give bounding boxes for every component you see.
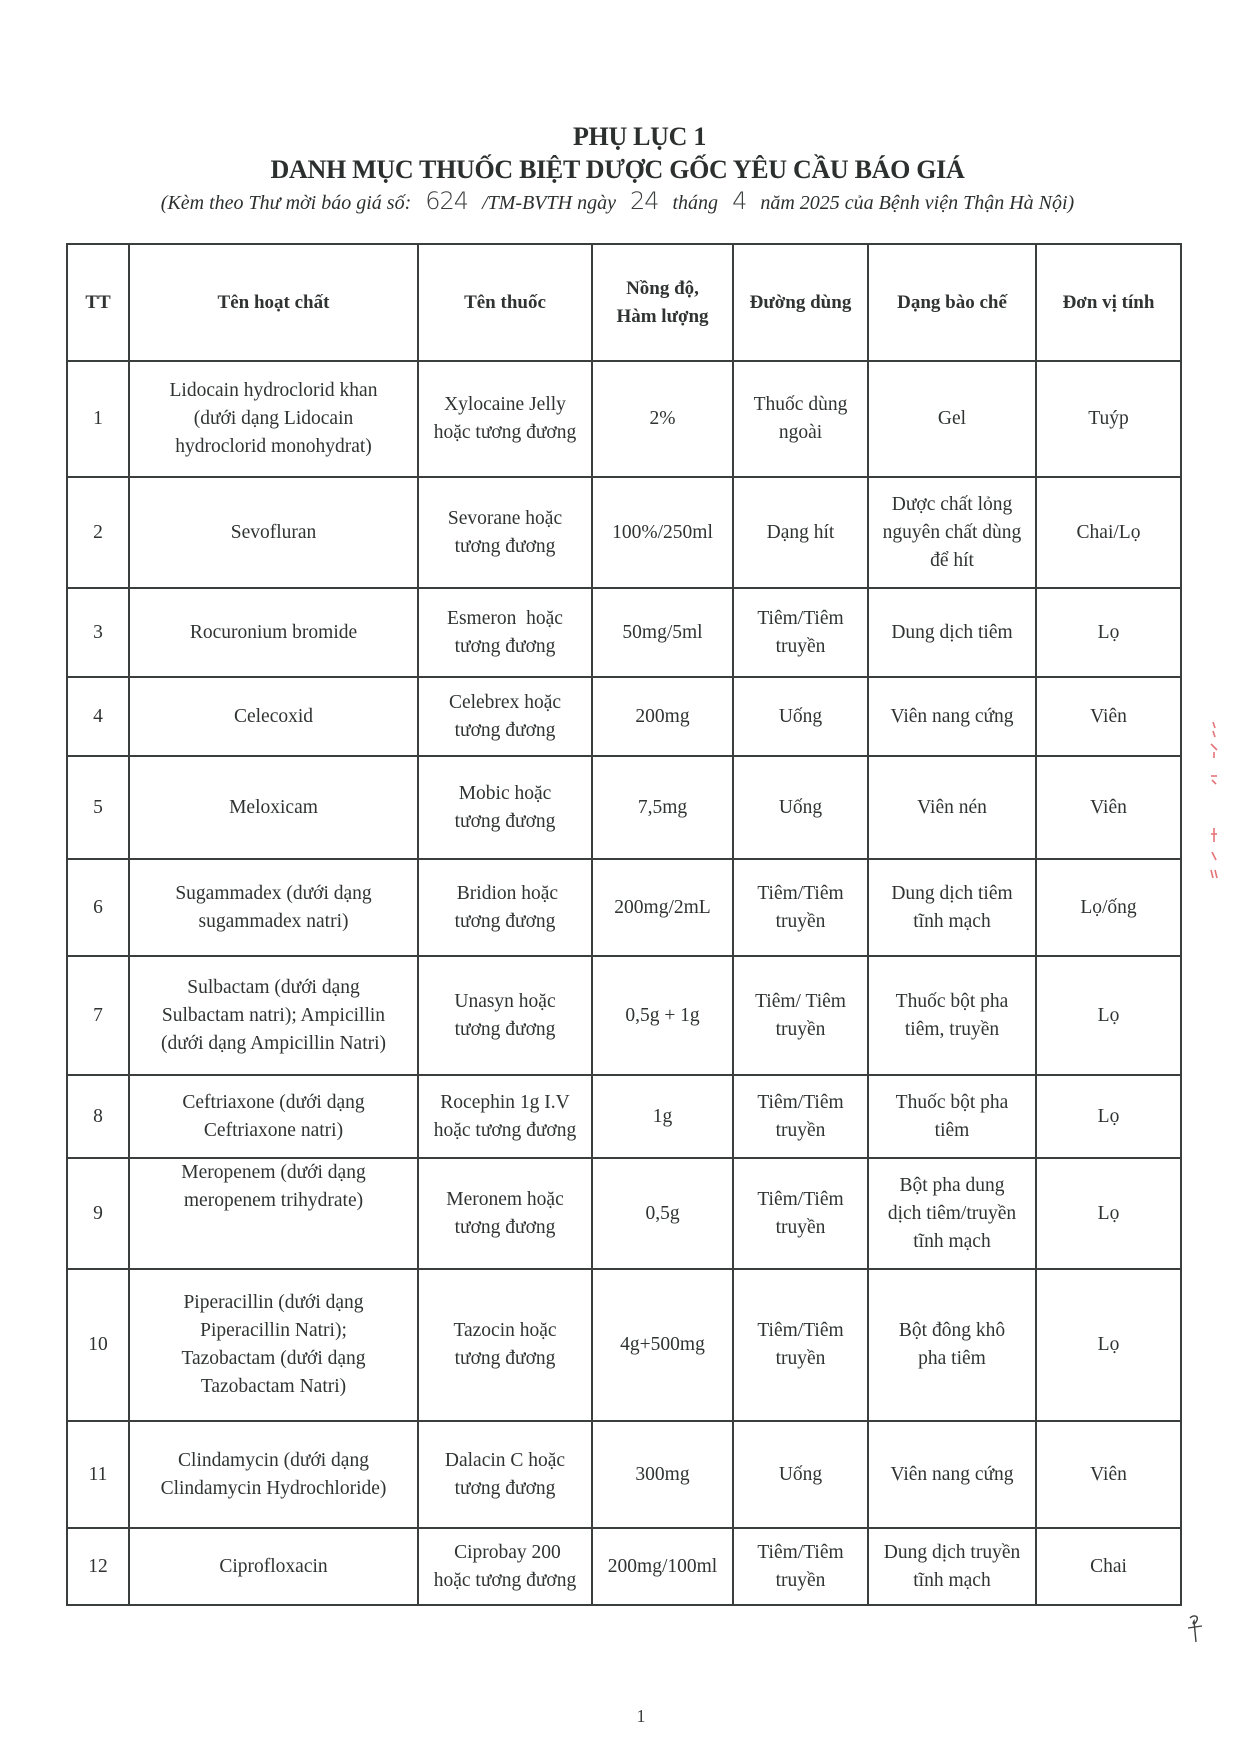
table-row	[67, 477, 1181, 588]
cell-dosage-form	[868, 756, 1036, 859]
appendix-title: PHỤ LỤC 1	[572, 122, 707, 151]
header-unit: Đơn vị tính	[1036, 244, 1181, 361]
cell-active-ingredient	[129, 756, 418, 859]
cell-route-line: Tiêm/Tiêm	[757, 882, 844, 904]
cell-active-ingredient-line: Clindamycin Hydrochloride)	[160, 1477, 387, 1499]
cell-strength: 50mg/5ml	[592, 588, 733, 677]
cell-unit: Tuýp	[1036, 361, 1181, 477]
cell-tt: 10	[67, 1269, 129, 1421]
cell-active-ingredient	[129, 477, 418, 588]
cell-active-ingredient-line: Sulbactam (dưới dạng	[187, 976, 360, 998]
cell-drug-name-line: tương đương	[454, 535, 556, 557]
cell-route-line: truyền	[775, 1348, 826, 1369]
cell-strength: 100%/250ml	[592, 477, 733, 588]
cell-drug-name-line: hoặc tương đương	[433, 1569, 577, 1591]
cell-route-line: Uống	[778, 1463, 823, 1485]
cell-route-line: Thuốc dùng	[753, 394, 848, 415]
cell-route-line: truyền	[775, 1119, 826, 1141]
cell-unit: Lọ/ống	[1036, 859, 1181, 956]
handwritten-initial-icon	[1184, 1612, 1208, 1646]
cell-active-ingredient-line: Sugammadex (dưới dạng	[175, 882, 372, 904]
cell-drug-name-line: hoặc tương đương	[433, 1119, 577, 1141]
header-active-ingredient: Tên hoạt chất	[129, 244, 418, 361]
cell-route	[733, 1158, 868, 1269]
cell-dosage-form-line: dịch tiêm/truyền	[887, 1202, 1017, 1224]
cell-dosage-form-line: Thuốc bột pha	[895, 990, 1009, 1012]
handwritten-number: 624	[425, 187, 469, 215]
cell-drug-name-line: hoặc tương đương	[433, 422, 577, 443]
cell-dosage-form	[868, 1528, 1036, 1605]
cell-unit: Lọ	[1036, 956, 1181, 1075]
table-row	[67, 956, 1181, 1075]
cell-active-ingredient	[129, 361, 418, 477]
cell-dosage-form-line: Gel	[937, 408, 967, 429]
cell-strength: 200mg/2mL	[592, 859, 733, 956]
cell-drug-name	[418, 1269, 592, 1421]
cell-strength: 1g	[592, 1075, 733, 1158]
cell-unit: Viên	[1036, 1421, 1181, 1528]
cell-tt: 4	[67, 677, 129, 756]
cell-drug-name	[418, 361, 592, 477]
cell-dosage-form-line: Bột pha dung	[899, 1174, 1005, 1196]
cell-active-ingredient-line: Tazobactam Natri)	[200, 1376, 347, 1397]
cell-drug-name-line: Celebrex hoặc	[448, 691, 562, 713]
cell-route-line: truyền	[775, 1216, 826, 1238]
cell-unit: Lọ	[1036, 1158, 1181, 1269]
cell-dosage-form	[868, 1421, 1036, 1528]
cell-route	[733, 1421, 868, 1528]
cell-dosage-form	[868, 1269, 1036, 1421]
cell-strength: 300mg	[592, 1421, 733, 1528]
cell-drug-name	[418, 756, 592, 859]
table-row	[67, 1269, 1181, 1421]
header-tt: TT	[67, 244, 129, 361]
cell-active-ingredient-line: Piperacillin Natri);	[200, 1320, 347, 1341]
cell-dosage-form	[868, 1158, 1036, 1269]
cell-drug-name	[418, 588, 592, 677]
cell-dosage-form	[868, 588, 1036, 677]
cell-route	[733, 956, 868, 1075]
header-route: Đường dùng	[733, 244, 868, 361]
cell-dosage-form-line: Viên nén	[917, 796, 987, 818]
table-row	[67, 1421, 1181, 1528]
cell-drug-name	[418, 677, 592, 756]
table-header-row	[67, 244, 1181, 361]
cell-dosage-form	[868, 477, 1036, 588]
table-row	[67, 1528, 1181, 1605]
cell-drug-name-line: tương đương	[454, 1216, 556, 1238]
cell-active-ingredient-line: Ceftriaxone (dưới dạng	[182, 1091, 365, 1113]
table-row	[67, 859, 1181, 956]
document-heading: DANH MỤC THUỐC BIỆT DƯỢC GỐC YÊU CẦU BÁO GIÁ	[270, 155, 965, 184]
cell-dosage-form-line: Bột đông khô	[898, 1320, 1006, 1341]
cell-dosage-form-line: Thuốc bột pha	[895, 1091, 1009, 1113]
cell-strength: 4g+500mg	[592, 1269, 733, 1421]
cell-active-ingredient-line: Sevofluran	[230, 521, 317, 543]
cell-route	[733, 1075, 868, 1158]
cell-strength: 200mg	[592, 677, 733, 756]
cell-dosage-form	[868, 361, 1036, 477]
handwritten-day: 24	[629, 187, 659, 215]
cell-route	[733, 477, 868, 588]
drug-table	[66, 243, 1182, 1606]
cell-active-ingredient-line: Rocuronium bromide	[189, 621, 358, 643]
cell-active-ingredient	[129, 1421, 418, 1528]
cell-route-line: Tiêm/Tiêm	[757, 607, 844, 629]
cell-drug-name-line: Unasyn hoặc	[454, 990, 556, 1012]
cell-drug-name-line: tương đương	[454, 719, 556, 741]
cell-drug-name	[418, 859, 592, 956]
cell-dosage-form-line: tĩnh mạch	[913, 1569, 991, 1591]
cell-route-line: Uống	[778, 705, 823, 727]
cell-route-line: truyền	[775, 1018, 826, 1040]
cell-unit: Chai	[1036, 1528, 1181, 1605]
cell-dosage-form	[868, 1075, 1036, 1158]
cell-route	[733, 1528, 868, 1605]
cell-active-ingredient-line: Tazobactam (dưới dạng	[181, 1348, 366, 1369]
cell-dosage-form-line: tiêm	[934, 1119, 970, 1141]
cell-route	[733, 859, 868, 956]
cell-dosage-form-line: Dung dịch tiêm	[891, 621, 1013, 643]
cell-active-ingredient	[129, 1075, 418, 1158]
table-row	[67, 1158, 1181, 1269]
cell-active-ingredient	[129, 588, 418, 677]
cell-active-ingredient-line: meropenem trihydrate)	[183, 1190, 364, 1211]
header-strength-line1: Nồng độ,	[626, 277, 699, 299]
table-body	[67, 361, 1181, 1605]
cell-route	[733, 361, 868, 477]
cell-dosage-form-line: tĩnh mạch	[913, 910, 991, 932]
cell-tt: 9	[67, 1158, 129, 1269]
cell-drug-name-line: tương đương	[454, 810, 556, 832]
cell-drug-name-line: Xylocaine Jelly	[444, 394, 566, 415]
header-drug-name: Tên thuốc	[418, 244, 592, 361]
cell-active-ingredient-line: sugammadex natri)	[198, 910, 349, 932]
cell-drug-name-line: tương đương	[454, 1018, 556, 1040]
cell-route-line: Tiêm/Tiêm	[757, 1188, 844, 1210]
cell-active-ingredient-line: Lidocain hydroclorid khan	[169, 380, 378, 401]
cell-route-line: Tiêm/Tiêm	[757, 1320, 844, 1341]
handwritten-month: 4	[732, 187, 747, 215]
subtitle-part4: năm 2025 của Bệnh viện Thận Hà Nội)	[760, 192, 1075, 214]
cell-unit: Lọ	[1036, 588, 1181, 677]
cell-active-ingredient-line: Ciprofloxacin	[219, 1555, 328, 1577]
cell-dosage-form-line: tiêm, truyền	[904, 1018, 1000, 1040]
cell-tt: 1	[67, 361, 129, 477]
cell-tt: 7	[67, 956, 129, 1075]
table-row	[67, 588, 1181, 677]
cell-route-line: Tiêm/ Tiêm	[755, 990, 846, 1012]
cell-drug-name	[418, 1528, 592, 1605]
cell-dosage-form-line: Dung dịch truyền	[883, 1541, 1021, 1563]
cell-route	[733, 1269, 868, 1421]
cell-route-line: truyền	[775, 910, 826, 932]
cell-unit: Lọ	[1036, 1075, 1181, 1158]
cell-dosage-form	[868, 956, 1036, 1075]
header-strength	[592, 244, 733, 361]
cell-dosage-form-line: để hít	[930, 549, 974, 571]
cell-dosage-form-line: tĩnh mạch	[913, 1230, 991, 1252]
cell-drug-name	[418, 1075, 592, 1158]
cell-route-line: truyền	[775, 635, 826, 657]
cell-strength: 2%	[592, 361, 733, 477]
cell-strength: 200mg/100ml	[592, 1528, 733, 1605]
cell-drug-name-line: tương đương	[454, 910, 556, 932]
cell-dosage-form-line: Viên nang cứng	[890, 705, 1014, 727]
cell-route-line: Tiêm/Tiêm	[757, 1541, 844, 1563]
cell-active-ingredient-line: Meloxicam	[229, 796, 318, 818]
cell-route	[733, 588, 868, 677]
table-row	[67, 677, 1181, 756]
cell-drug-name	[418, 956, 592, 1075]
subtitle-part3: tháng	[672, 192, 719, 214]
stamp-marks-icon	[1205, 680, 1225, 880]
cell-dosage-form-line: Dung dịch tiêm	[891, 882, 1013, 904]
cell-drug-name-line: Rocephin 1g I.V	[440, 1091, 570, 1113]
cell-drug-name-line: tương đương	[454, 1477, 556, 1499]
cell-route-line: truyền	[775, 1569, 826, 1591]
cell-drug-name-line: Ciprobay 200	[449, 1541, 561, 1563]
cell-strength: 0,5g + 1g	[592, 956, 733, 1075]
cell-active-ingredient-line: Celecoxid	[233, 705, 314, 727]
cell-tt: 3	[67, 588, 129, 677]
cell-dosage-form-line: Dược chất lỏng	[891, 493, 1013, 515]
cell-active-ingredient-line: Sulbactam natri); Ampicillin	[161, 1004, 386, 1026]
cell-dosage-form	[868, 677, 1036, 756]
cell-tt: 5	[67, 756, 129, 859]
cell-dosage-form-line: Viên nang cứng	[890, 1463, 1014, 1485]
cell-strength: 7,5mg	[592, 756, 733, 859]
cell-drug-name-line: Dalacin C hoặc	[444, 1449, 566, 1471]
cell-route-line: Tiêm/Tiêm	[757, 1091, 844, 1113]
subtitle-part2: /TM-BVTH ngày	[482, 192, 616, 214]
table-row	[67, 756, 1181, 859]
cell-active-ingredient-line: (dưới dạng Ampicillin Natri)	[160, 1032, 387, 1054]
red-stamp-fragment	[1205, 680, 1225, 880]
cell-strength: 0,5g	[592, 1158, 733, 1269]
cell-drug-name	[418, 477, 592, 588]
header-dosage-form: Dạng bào chế	[868, 244, 1036, 361]
cell-active-ingredient-line: Clindamycin (dưới dạng	[178, 1449, 369, 1471]
cell-drug-name-line: Bridion hoặc	[451, 882, 559, 904]
cell-drug-name-line: Meronem hoặc	[446, 1188, 564, 1210]
cell-route	[733, 677, 868, 756]
cell-active-ingredient-line: Piperacillin (dưới dạng	[183, 1292, 364, 1313]
cell-drug-name-line: Esmeron hoặc	[447, 607, 563, 629]
cell-tt: 11	[67, 1421, 129, 1528]
table-row	[67, 361, 1181, 477]
cell-drug-name	[418, 1158, 592, 1269]
cell-tt: 12	[67, 1528, 129, 1605]
cell-active-ingredient	[129, 1158, 418, 1269]
cell-tt: 2	[67, 477, 129, 588]
cell-unit: Chai/Lọ	[1036, 477, 1181, 588]
cell-route-line: Uống	[778, 796, 823, 818]
cell-route-line: ngoài	[778, 422, 823, 443]
cell-active-ingredient	[129, 1269, 418, 1421]
cell-tt: 8	[67, 1075, 129, 1158]
document-subtitle	[0, 187, 1238, 215]
cell-unit: Lọ	[1036, 1269, 1181, 1421]
page-number: 1	[636, 1706, 646, 1726]
cell-active-ingredient	[129, 677, 418, 756]
cell-drug-name-line: Sevorane hoặc	[447, 507, 563, 529]
cell-route	[733, 756, 868, 859]
cell-drug-name-line: Mobic hoặc	[458, 782, 552, 804]
cell-dosage-form-line: nguyên chất dùng	[882, 521, 1022, 543]
subtitle-part1: (Kèm theo Thư mời báo giá số:	[160, 192, 412, 214]
cell-drug-name-line: tương đương	[454, 1348, 556, 1369]
cell-active-ingredient	[129, 859, 418, 956]
cell-unit: Viên	[1036, 756, 1181, 859]
cell-active-ingredient	[129, 956, 418, 1075]
cell-drug-name-line: tương đương	[454, 635, 556, 657]
cell-active-ingredient-line: Meropenem (dưới dạng	[181, 1162, 366, 1183]
cell-tt: 6	[67, 859, 129, 956]
cell-route-line: Dạng hít	[766, 521, 835, 543]
table-row	[67, 1075, 1181, 1158]
cell-dosage-form	[868, 859, 1036, 956]
cell-active-ingredient	[129, 1528, 418, 1605]
cell-active-ingredient-line: hydroclorid monohydrat)	[175, 436, 372, 457]
cell-drug-name	[418, 1421, 592, 1528]
cell-dosage-form-line: pha tiêm	[918, 1348, 986, 1369]
cell-drug-name-line: Tazocin hoặc	[453, 1320, 557, 1341]
cell-active-ingredient-line: (dưới dạng Lidocain	[193, 408, 354, 429]
cell-unit: Viên	[1036, 677, 1181, 756]
header-strength-line2: Hàm lượng	[616, 305, 709, 327]
cell-active-ingredient-line: Ceftriaxone natri)	[203, 1119, 344, 1141]
